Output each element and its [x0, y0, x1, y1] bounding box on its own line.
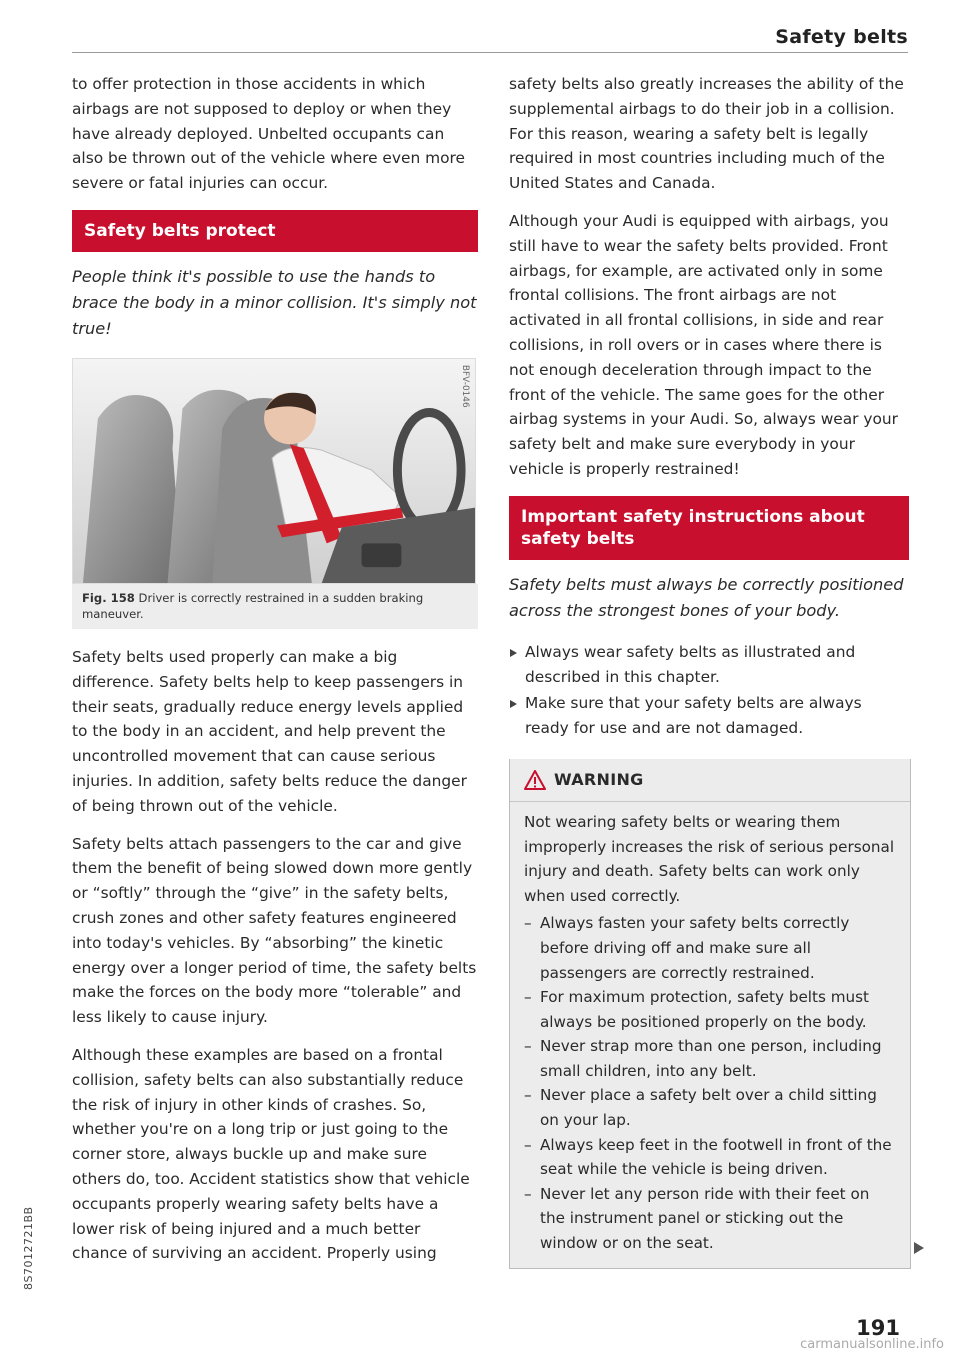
- warning-header: [510, 759, 910, 802]
- header-divider: [72, 52, 908, 53]
- paragraph: safety belts also greatly increases the ability of the supplemental airbags to do their job in a collision. For this reason, wearing a safety belt is legally required in most countries including much of the United States and Canada.: [509, 75, 904, 193]
- section-heading-important-safety-instructions: Important safety instructions about safety belts: [509, 496, 909, 560]
- instruction-list: [509, 640, 909, 741]
- warning-triangle-icon: [524, 770, 546, 790]
- warning-item: – Never place a safety belt over a child sitting on your lap.: [524, 1086, 877, 1130]
- warning-box: [509, 759, 911, 1269]
- rear-seat-shape: [83, 395, 183, 583]
- warning-text: Not wearing safety belts or wearing them improperly increases the risk of serious personal injury and death. Safety belts can work only when used correctly.: [524, 812, 895, 905]
- driver-restrained-illustration: [72, 358, 476, 584]
- running-header-title: Safety belts: [775, 26, 908, 48]
- figure-158: [72, 358, 478, 629]
- right-column: [509, 72, 909, 1269]
- warning-item: – Always fasten your safety belts correctly before driving off and make sure all passengers are correctly restrained.: [524, 914, 850, 982]
- warning-item: – Always keep feet in the footwell in front of the seat while the vehicle is being driven.: [524, 1135, 892, 1179]
- section-intro: Safety belts must always be correctly positioned across the strongest bones of your body.: [509, 574, 904, 620]
- watermark: carmanualsonline.info: [800, 1337, 944, 1352]
- page-number: 191: [856, 1316, 900, 1340]
- figure-caption-text: Driver is correctly restrained in a sudden braking maneuver.: [82, 590, 424, 621]
- paragraph: to offer protection in those accidents in which airbags are not supposed to deploy or when they have already deployed. Unbelted occupants can also be thrown out of the vehicle where even more severe or fatal injuries can occur.: [72, 75, 465, 193]
- paragraph: Although these examples are based on a frontal collision, safety belts can also substantially reduce the risk of injury in other kinds of crashes. So, whether you're on a long trip or just going to the corner store, always buckle up and make sure others do, too. Accident statistics show that vehicle occupants properly wearing safety belts have a lower risk of being injured and a much better chance of surviving an accident. Properly using: [72, 1045, 470, 1263]
- paragraph: Safety belts attach passengers to the car and give them the benefit of being slowed down more gently or “softly” through the “give” in the safety belts, crush zones and other safety features engineered into today's vehicles. By “absorbing” the kinetic energy over a longer period of time, the safety belts make the forces on the body more “tolerable” and less likely to cause injury.: [72, 834, 477, 1027]
- warning-item: – Never let any person ride with their feet on the instrument panel or sticking out the window or on the seat.: [524, 1184, 870, 1253]
- figure-caption: [72, 584, 478, 629]
- figure-code: BFV-0146: [460, 364, 471, 408]
- section-intro: People think it's possible to use the hands to brace the body in a minor collision. It's simply not true!: [72, 266, 477, 338]
- warning-item: – Never strap more than one person, including small children, into any belt.: [524, 1037, 882, 1080]
- paragraph: Although your Audi is equipped with airbags, you still have to wear the safety belts provided. Front airbags, for example, are activated only in some frontal collisions. The front airbags are not activated in all frontal collisions, in side and rear collisions, in roll overs or in cases where there is not enough deceleration through impact to the front of the vehicle. The same goes for the other airbag systems in your Audi. So, always wear your safety belt and make sure everybody in your vehicle is properly restrained!: [509, 211, 899, 478]
- list-item: Make sure that your safety belts are always ready for use and are not damaged.: [509, 691, 909, 741]
- warning-body: [524, 810, 896, 1256]
- section-heading-safety-belts-protect: Safety belts protect: [72, 210, 478, 252]
- bullet-arrow-icon: [510, 649, 517, 657]
- figure-label: Fig. 158: [82, 590, 135, 605]
- warning-title: WARNING: [554, 769, 644, 789]
- bullet-arrow-icon: [510, 700, 517, 708]
- left-column: [72, 72, 478, 1279]
- warning-item: – For maximum protection, safety belts must always be positioned properly on the body.: [524, 988, 870, 1031]
- warning-list: [524, 911, 896, 1255]
- continue-arrow-icon: [914, 1242, 924, 1254]
- paragraph: Safety belts used properly can make a big difference. Safety belts help to keep passengers in their seats, gradually reduce energy levels applied to the body in an accident, and help prevent the uncontrolled movement that can cause serious injuries. In addition, safety belts reduce the danger of being thrown out of the vehicle.: [72, 647, 467, 815]
- document-code: 8S7012721BB: [22, 1206, 35, 1290]
- list-item: Always wear safety belts as illustrated and described in this chapter.: [509, 640, 909, 690]
